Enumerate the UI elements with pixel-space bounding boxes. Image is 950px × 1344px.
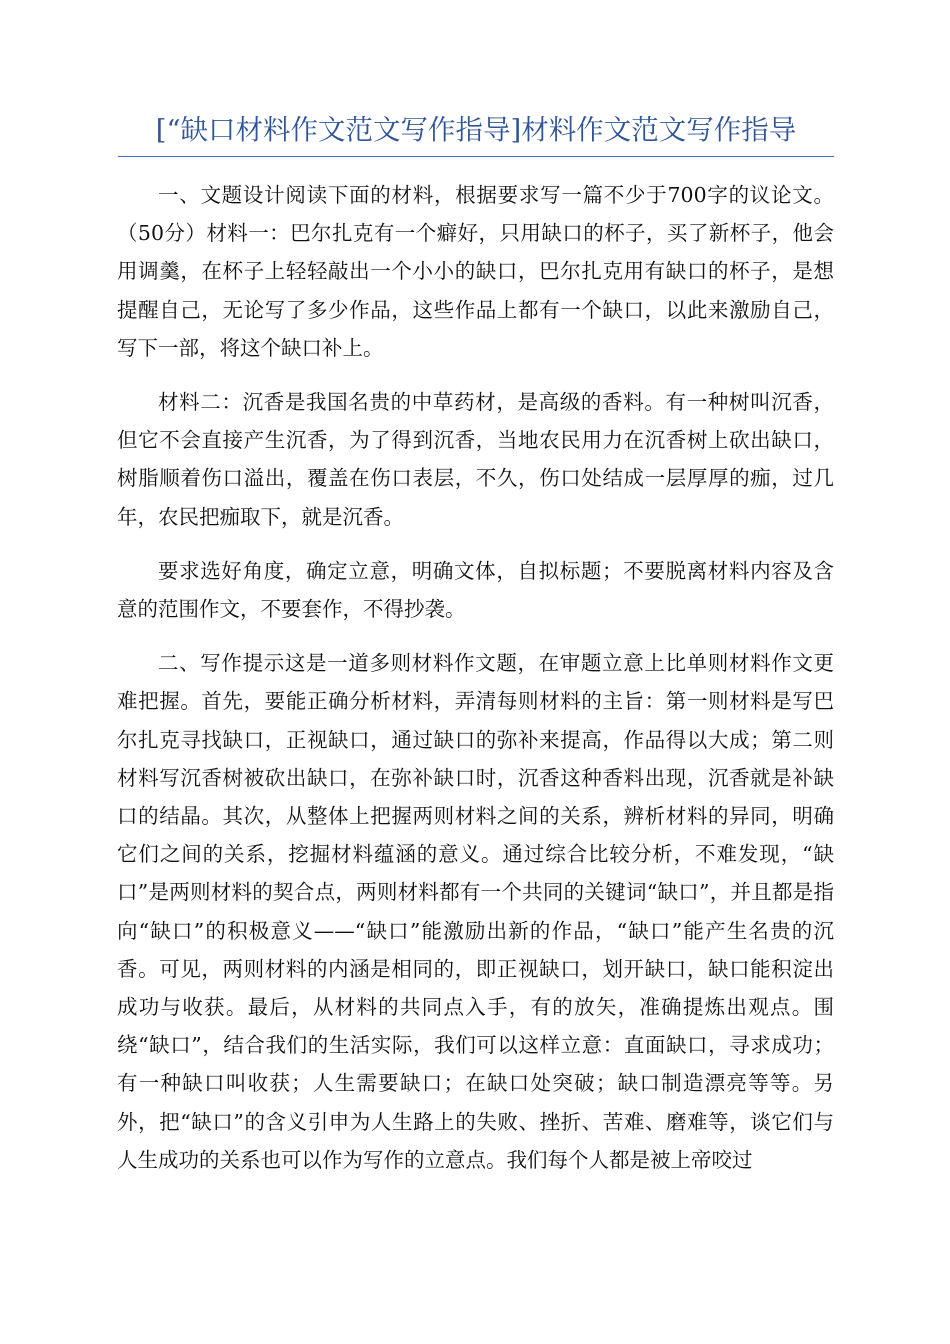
paragraph-writing-tips: 二、写作提示这是一道多则材料作文题，在审题立意上比单则材料作文更难把握。首先，要能正确分析材料，弄清每则材料的主旨：第一则材料是写巴尔扎克寻找缺口，正视缺口，通过缺口的弥补来提高，作品得以大成；第二则材料写沉香树被砍出缺口，在弥补缺口时，沉香这种香料出现，沉香就是补缺口的结晶。其次，从整体上把握两则材料之间的关系，辨析材料的异同，明确它们之间的关系，挖掘材料蕴涵的意义。通过综合比较分析，不难发现，“缺口”是两则材料的契合点，两则材料都有一个共同的关键词“缺口”，并且都是指向“缺口”的积极意义——“缺口”能激励出新的作品，“缺口”能产生名贵的沉香。可见，两则材料的内涵是相同的，即正视缺口，划开缺口，缺口能积淀出成功与收获。最后，从材料的共同点入手，有的放矢，准确提炼出观点。围绕“缺口”，结合我们的生活实际，我们可以这样立意：直面缺口，寻求成功；有一种缺口叫收获；人生需要缺口；在缺口处突破；缺口制造漂亮等等。另外，把“缺口”的含义引申为人生路上的失败、挫折、苦难、磨难等，谈它们与人生成功的关系也可以作为写作的立意点。我们每个人都是被上帝咬过 [117,651,834,1172]
document-body [117,176,834,1195]
document-title: [“缺口材料作文范文写作指导]材料作文范文写作指导 [118,108,834,157]
paragraph-material-two: 材料二：沉香是我国名贵的中草药材，是高级的香料。有一种树叫沉香，但它不会直接产生沉香，为了得到沉香，当地农民用力在沉香树上砍出缺口，树脂顺着伤口溢出，覆盖在伤口表层，不久，伤口处结成一层厚厚的痂，过几年，农民把痂取下，就是沉香。 [117,390,834,529]
paragraph-requirements: 要求选好角度，确定立意，明确文体，自拟标题；不要脱离材料内容及含意的范围作文，不要套作，不得抄袭。 [117,558,834,622]
paragraph-topic-design: 一、文题设计阅读下面的材料，根据要求写一篇不少于700字的议论文。（50分）材料一：巴尔扎克有一个癖好，只用缺口的杯子，买了新杯子，他会用调羹，在杯子上轻轻敲出一个小小的缺口，巴尔扎克用有缺口的杯子，是想提醒自己，无论写了多少作品，这些作品上都有一个缺口，以此来激励自己，写下一部，将这个缺口补上。 [117,183,834,360]
